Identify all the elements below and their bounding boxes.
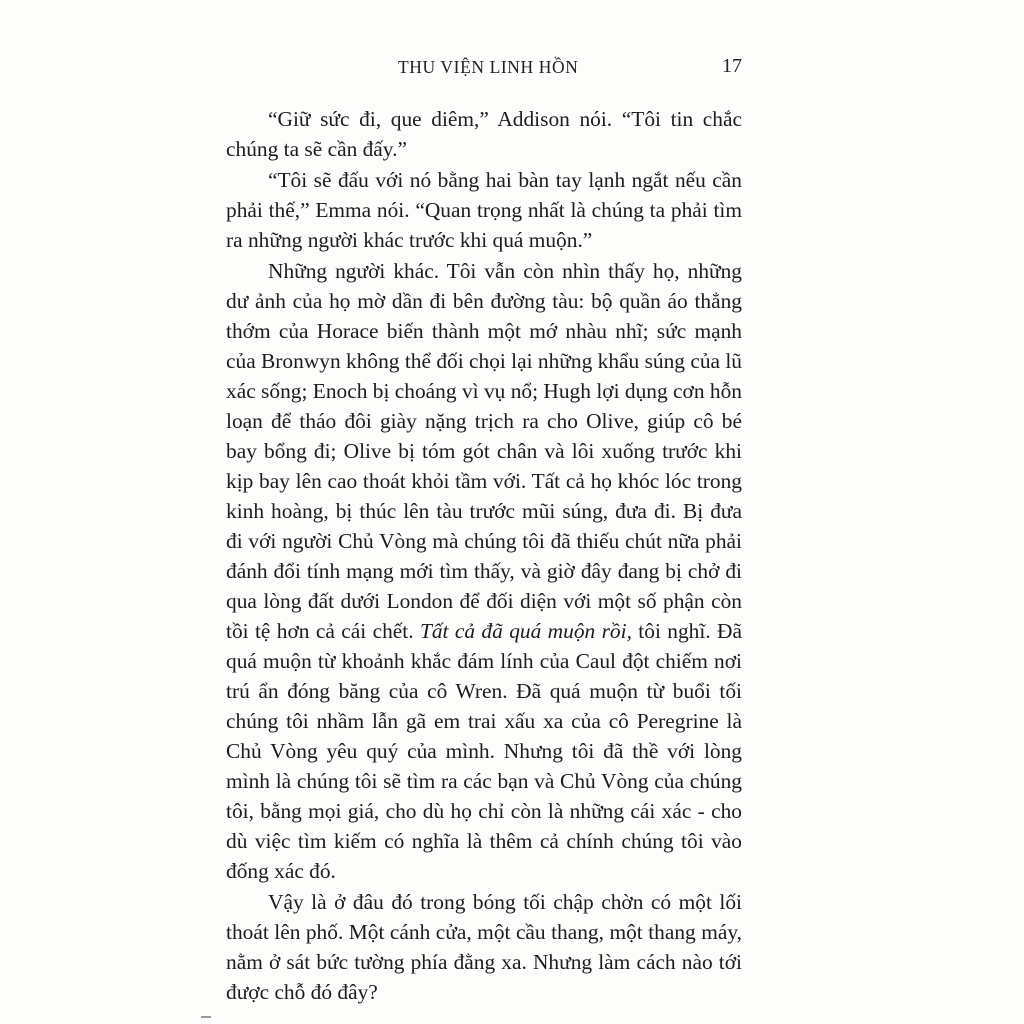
body-text [226, 104, 742, 1007]
page-number: 17 [722, 55, 742, 77]
book-title: THU VIỆN LINH HỒN [398, 57, 579, 77]
paragraph: Vậy là ở đâu đó trong bóng tối chập chờn có một lối thoát lên phố. Một cánh cửa, một cầu thang, một thang máy, nằm ở sát bức tường phía đằng xa. Nhưng làm cách nào tới được chỗ đó đây? [226, 890, 742, 1004]
paragraph: “Tôi sẽ đấu với nó bằng hai bàn tay lạnh ngắt nếu cần phải thế,” Emma nói. “Quan trọng nhất là chúng ta phải tìm ra những người khác trước khi quá muộn.” [226, 168, 742, 252]
paragraph: “Giữ sức đi, que diêm,” Addison nói. “Tôi tin chắc chúng ta sẽ cần đấy.” [226, 107, 742, 161]
paragraph [226, 256, 742, 886]
running-head [0, 57, 1024, 81]
paragraph-text: tôi nghĩ. Đã quá muộn từ khoảnh khắc đám lính của Caul đột chiếm nơi trú ẩn đóng băng của cô Wren. Đã quá muộn từ buổi tối chúng tôi nhầm lẫn gã em trai xấu xa của cô Peregrine là Chủ Vòng yêu quý của mình. Nhưng tôi đã thề với lòng mình là chúng tôi sẽ tìm ra các bạn và Chủ Vòng của chúng tôi, bằng mọi giá, cho dù họ chỉ còn là những cái xác - cho dù việc tìm kiếm có nghĩa là thêm cả chính chúng tôi vào đống xác đó. [226, 619, 742, 883]
scan-mark [201, 1016, 211, 1018]
italic-thought: Tất cả đã quá muộn rồi, [419, 619, 632, 643]
paragraph-text: Những người khác. Tôi vẫn còn nhìn thấy họ, những dư ảnh của họ mờ dần đi bên đường tàu: bộ quần áo thẳng thớm của Horace biến thành một mớ nhàu nhĩ; sức mạnh của Bronwyn không thể đối chọi lại những khẩu súng của lũ xác sống; Enoch bị choáng vì vụ nổ; Hugh lợi dụng cơn hỗn loạn để tháo đôi giày nặng trịch ra cho Olive, giúp cô bé bay bổng đi; Olive bị tóm gót chân và lôi xuống trước khi kịp bay lên cao thoát khỏi tầm với. Tất cả họ khóc lóc trong kinh hoàng, bị thúc lên tàu trước mũi súng, đưa đi. Bị đưa đi với người Chủ Vòng mà chúng tôi đã thiếu chút nữa phải đánh đổi tính mạng mới tìm thấy, và giờ đây đang bị chở đi qua lòng đất dưới London để đối diện với một số phận còn tồi tệ hơn cả cái chết. [226, 259, 742, 643]
